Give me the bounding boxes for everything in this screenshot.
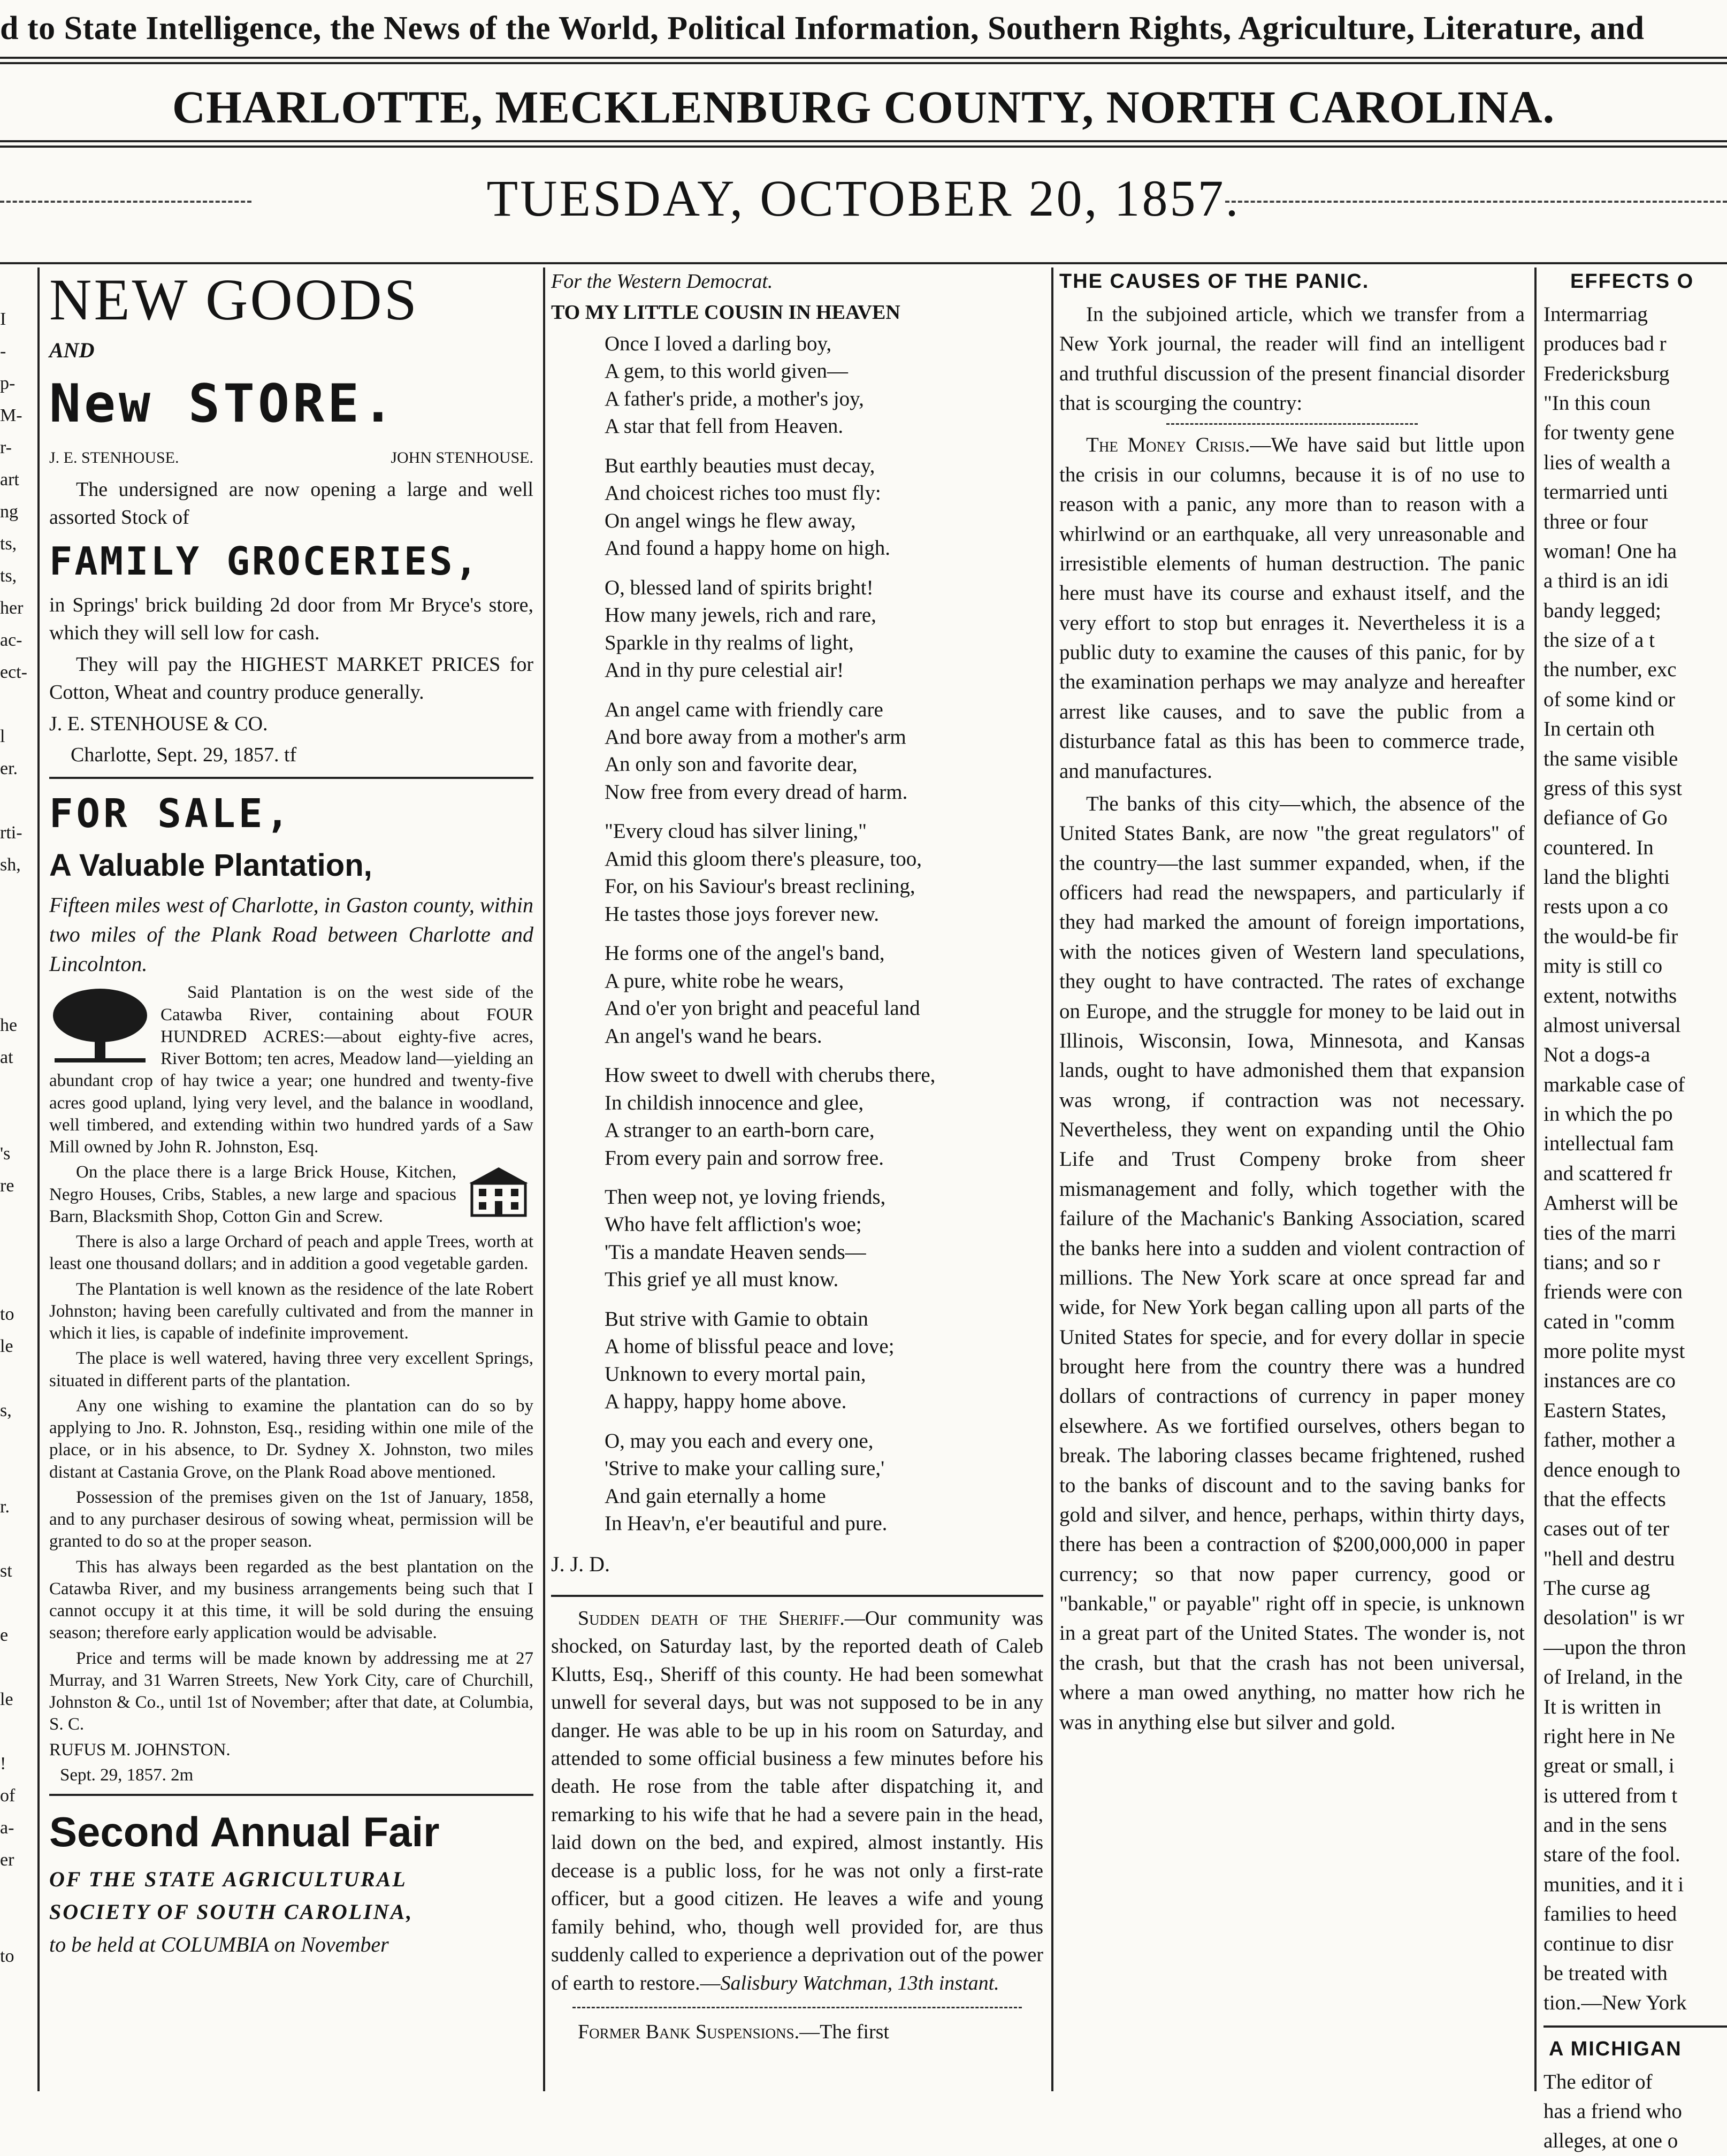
left-fragment: rti-: [0, 823, 22, 843]
poem-line: Sparkle in thy realms of light,: [605, 631, 854, 654]
michigan-headline: A MICHIGAN: [1549, 2037, 1682, 2060]
column-rule-2: [1051, 267, 1053, 2091]
poem-line: Amid this gloom there's pleasure, too,: [605, 847, 922, 870]
truncated-line: has a friend who: [1543, 2100, 1682, 2123]
poem-line: An only son and favorite dear,: [605, 753, 858, 776]
michigan-lines: [1543, 2067, 1727, 2156]
left-fragment: l: [0, 727, 5, 746]
truncated-line: is uttered from t: [1543, 1784, 1678, 1807]
truncated-line: Intermarriag: [1543, 302, 1648, 326]
truncated-line: Amherst will be: [1543, 1191, 1678, 1215]
ad2-for-sale: FOR SALE,: [49, 790, 293, 837]
ad-fair: [49, 1803, 533, 1959]
poem-signoff: J. J. D.: [551, 1551, 610, 1576]
truncated-line: almost universal: [1543, 1013, 1681, 1037]
left-fragment: [0, 1584, 24, 1616]
date-rule-right: [1225, 201, 1727, 203]
left-fragment: [0, 974, 24, 1006]
poem-line: Unknown to every mortal pain,: [605, 1362, 866, 1386]
left-fragment: le: [0, 1336, 13, 1356]
poem-stanza: [605, 817, 1043, 928]
truncated-line: Fredericksburg: [1543, 362, 1670, 385]
truncated-line: friends were con: [1543, 1280, 1683, 1304]
former-lead: Former Bank Suspensions.: [578, 2020, 800, 2043]
truncated-line: land the blighti: [1543, 866, 1670, 889]
poem-byline: For the Western Democrat.: [551, 270, 773, 293]
masthead-rule-3: [0, 140, 1727, 142]
truncated-line: of Ireland, in the: [1543, 1665, 1683, 1689]
left-fragment: r-: [0, 438, 12, 457]
poem-line: A pure, white robe he wears,: [605, 969, 844, 992]
left-fragment: [0, 1648, 24, 1680]
left-fragment: p-: [0, 373, 16, 393]
poem-line: A happy, happy home above.: [605, 1390, 847, 1413]
truncated-line: families to heed: [1543, 1902, 1677, 1926]
truncated-line: bandy legged;: [1543, 599, 1661, 622]
truncated-line: instances are co: [1543, 1369, 1676, 1393]
truncated-line: In certain oth: [1543, 717, 1655, 741]
poem-line: 'Strive to make your calling sure,': [605, 1457, 885, 1480]
truncated-line: the same visible: [1543, 747, 1678, 770]
ad-separator-2: [49, 1794, 533, 1796]
panic-paragraph-1: In the subjoined article, which we transfer from a New York journal, the reader will find an intelligent and truthful discussion of the present financial disorder that is scourging the country:: [1059, 302, 1525, 415]
left-fragment: [0, 877, 24, 909]
truncated-line: right here in Ne: [1543, 1724, 1675, 1748]
poem-line: But strive with Gamie to obtain: [605, 1307, 868, 1331]
ad1-prices: They will pay the HIGHEST MARKET PRICES for Cotton, Wheat and country produce generally.: [49, 653, 533, 704]
truncated-line: more polite myst: [1543, 1340, 1685, 1363]
poem-line: And found a happy home on high.: [605, 537, 891, 560]
poem-line: And o'er yon bright and peaceful land: [605, 997, 920, 1020]
ad1-intro: The undersigned are now opening a large and well assorted Stock of: [49, 478, 533, 529]
effects-lines: [1543, 300, 1727, 2018]
left-fragment: ac-: [0, 630, 22, 650]
column-rule-0: [37, 267, 40, 2091]
truncated-line: woman! One ha: [1543, 539, 1677, 563]
truncated-line: rests upon a co: [1543, 895, 1668, 919]
truncated-line: extent, notwiths: [1543, 984, 1677, 1007]
left-fragment: le: [0, 1689, 13, 1709]
poem-line: And choicest riches too must fly:: [605, 481, 881, 505]
left-fragment: re: [0, 1176, 14, 1196]
sheriff-lead: Sudden death of the Sheriff.: [578, 1607, 845, 1630]
sheriff-source: Salisbury Watchman, 13th instant.: [720, 1971, 999, 1994]
truncated-line: munities, and it i: [1543, 1872, 1684, 1896]
truncated-line: and in the sens: [1543, 1814, 1667, 1837]
poem-stanza: [605, 1183, 1043, 1294]
left-fragment: [0, 781, 24, 813]
effects-separator: [1543, 2025, 1727, 2028]
left-fragment: [0, 1455, 24, 1487]
masthead-rule-4: [0, 146, 1727, 148]
ad2-paragraph-2: On the place there is a large Brick House, Kitchen, Negro Houses, Cribs, Stables, a new large and spacious Barn, Blacksmith Shop, Cotton Gin and Screw.: [49, 1163, 456, 1226]
poem-line: O, may you each and every one,: [605, 1429, 874, 1452]
left-fragment: ng: [0, 502, 18, 522]
poem-line: A gem, to this world given—: [605, 360, 848, 383]
left-fragment: he: [0, 1015, 18, 1035]
truncated-line: great or small, i: [1543, 1754, 1675, 1778]
left-fragment: 's: [0, 1144, 11, 1164]
left-fragment: ts,: [0, 534, 17, 554]
ad1-title: NEW GOODS: [49, 267, 419, 332]
ad3-title: Second Annual Fair: [49, 1808, 440, 1856]
ad2-paragraph-6: Any one wishing to examine the plantation can do so by applying to Jno. R. Johnston, Esq., residing within one mile of the place, or in his absence, to Dr. Sydney X. Johnston, two miles distant at Castania Grove, on the Plank Road above mentioned.: [49, 1396, 533, 1482]
former-article: [551, 2018, 1043, 2046]
left-fragment: [0, 1198, 24, 1230]
column-poem-news: [551, 267, 1043, 2091]
left-fragment: st: [0, 1561, 12, 1581]
truncated-line: of some kind or: [1543, 687, 1675, 711]
truncated-line: Eastern States,: [1543, 1398, 1667, 1422]
panic-paragraph-2: [1059, 430, 1525, 786]
truncated-line: tians; and so r: [1543, 1250, 1660, 1274]
left-fragment: [0, 1230, 24, 1263]
poem-stanza: [605, 939, 1043, 1050]
truncated-line: dence enough to: [1543, 1458, 1680, 1481]
truncated-line: lies of wealth a: [1543, 450, 1671, 474]
left-fragment: e: [0, 1625, 9, 1645]
truncated-line: ties of the marri: [1543, 1221, 1676, 1244]
left-fragment: -: [0, 341, 6, 361]
truncated-line: the would-be fir: [1543, 924, 1678, 948]
ad2-signature: RUFUS M. JOHNSTON.: [49, 1740, 231, 1760]
ad2-paragraph-5: The place is well watered, having three very excellent Springs, situated in different parts of the plantation.: [49, 1349, 533, 1390]
ad1-name-right: JOHN STENHOUSE.: [391, 449, 533, 467]
poem-line: In childish innocence and glee,: [605, 1091, 864, 1114]
truncated-line: —upon the thron: [1543, 1635, 1686, 1659]
left-column-fragments: [0, 300, 27, 2065]
left-fragment: [0, 1359, 24, 1391]
ad1-and: AND: [49, 338, 95, 362]
ad2-dateline: Sept. 29, 1857. 2m: [60, 1765, 194, 1785]
truncated-line: father, mother a: [1543, 1428, 1676, 1452]
column-rule-3: [1534, 267, 1537, 2091]
left-fragment: s,: [0, 1401, 12, 1420]
truncated-line: The editor of: [1543, 2070, 1653, 2093]
left-fragment: r.: [0, 1497, 10, 1517]
poem-line: An angel came with friendly care: [605, 698, 883, 721]
truncated-line: that the effects: [1543, 1487, 1666, 1511]
poem-line: He forms one of the angel's band,: [605, 942, 885, 965]
truncated-line: defiance of Go: [1543, 806, 1668, 830]
left-fragment: [0, 1905, 24, 1937]
truncated-line: The curse ag: [1543, 1577, 1650, 1600]
truncated-line: "In this coun: [1543, 392, 1651, 415]
poem-line: Once I loved a darling boy,: [605, 332, 832, 355]
truncated-line: mity is still co: [1543, 954, 1663, 978]
poem-line: O, blessed land of spirits bright!: [605, 576, 874, 599]
truncated-line: for twenty gene: [1543, 421, 1675, 445]
truncated-line: tion.—New York: [1543, 1991, 1687, 2015]
left-fragment: [0, 1263, 24, 1295]
ad2-paragraph-4: The Plantation is well known as the residence of the late Robert Johnston; having been carefully cultivated and from the manner in which it lies, is capable of indefinite improvement.: [49, 1279, 533, 1343]
poem-line: How sweet to dwell with cherubs there,: [605, 1064, 936, 1087]
ad2-paragraph-1: Said Plantation is on the west side of the Catawba River, containing about FOUR HUNDRED ACRES:—about eighty-five acres, River Bottom; ten acres, Meadow land—yielding an abundant crop of hay twice a year; one hundred and twenty-five acres good upland, lying very level, and the balance in woodland, well timbered, and extending within two hundred yards of a Saw Mill owned by John R. Johnston, Esq.: [49, 983, 533, 1157]
ad2-subtitle: Fifteen miles west of Charlotte, in Gaston county, within two miles of the Plank Road between Charlotte and Lincolnton.: [49, 892, 533, 976]
column-panic-article: [1059, 267, 1525, 2091]
truncated-line: be treated with: [1543, 1961, 1668, 1985]
left-fragment: M-: [0, 406, 22, 425]
truncated-line: a third is an idi: [1543, 569, 1669, 593]
ad-new-goods: [49, 267, 533, 769]
poem-line: How many jewels, rich and rare,: [605, 603, 876, 627]
masthead-rule-2: [0, 62, 1727, 64]
ad1-body: in Springs' brick building 2d door from Mr Bryce's store, which they will sell low for cash.: [49, 594, 533, 645]
poem-line: Then weep not, ye loving friends,: [605, 1186, 886, 1209]
money-crisis-text: —We have said but little upon the crisis in our columns, because it is of no use to reason with a panic, any more than to reason with a whirlwind or an earthquake, all very unreasonable and irresistible elements of human destruction. The panic here must have its course and exhaust itself, and the very effort to stop but enrages it. Nevertheless it is a public duty to examine the causes of this panic, for by the examination perhaps we may analyze and hereafter arrest like causes, and to save the public from a disturbance fatal as this has been to commerce trade, and manufactures.: [1059, 433, 1525, 783]
poem-line: Who have felt affliction's woe;: [605, 1213, 862, 1236]
left-fragment: [0, 685, 24, 717]
poem-line: Now free from every dread of harm.: [605, 780, 908, 804]
truncated-line: alleges, at one o: [1543, 2129, 1678, 2153]
ad2-title: A Valuable Plantation,: [49, 847, 372, 883]
left-fragment: a-: [0, 1818, 14, 1838]
panic-separator: [1166, 423, 1418, 425]
left-fragment: [0, 942, 24, 974]
left-fragment: [0, 1070, 24, 1102]
truncated-line: continue to disr: [1543, 1932, 1673, 1955]
issue-date: TUESDAY, OCTOBER 20, 1857.: [486, 170, 1241, 227]
truncated-line: termarried unti: [1543, 480, 1668, 504]
column-advertisements: [49, 267, 533, 2091]
poem-title: TO MY LITTLE COUSIN IN HEAVEN: [551, 301, 900, 324]
article-separator: [572, 2007, 1022, 2008]
ad1-signature: J. E. STENHOUSE & CO.: [49, 712, 268, 735]
masthead-rule-5: [0, 262, 1727, 264]
truncated-line: produces bad r: [1543, 332, 1667, 356]
truncated-line: cases out of ter: [1543, 1517, 1669, 1541]
effects-headline: EFFECTS O: [1570, 270, 1694, 293]
poem-separator: [551, 1595, 1043, 1597]
poem-line: On angel wings he flew away,: [605, 509, 856, 532]
poem-line: "Every cloud has silver lining,": [605, 820, 867, 843]
panic-paragraph-3: The banks of this city—which, the absence of the United States Bank, are now "the great regulators" of the country—the last summer expanded, when, if the officers had read the newspapers, and particularly if they had marked the amount of foreign importations, with the notices given of Western land speculations, they ought to have contracted. The rates of exchange on Europe, and the struggle for money to be laid out in Illinois, Wisconsin, Iowa, Minnesota, and Kansas lands, ought to have admonished them that expansion was wrong, if contraction was not necessary. Nevertheless, they went on expanding until the Ohio Life and Trust Compeny broke from sheer mismanagement and folly, which together with the failure of the Machanic's Banking Association, scared the banks here into a sudden and violent contraction of millions. The New York scare at once spread far and wide, for New York began calling upon all parts of the United States for specie, and for every dollar in specie brought here from the country there was a hundred dollars of contractions of currency in paper money elsewhere. As we fortified ourselves, others began to break. The laboring classes became frightened, rushed to the banks of discount and to the saving banks for gold and silver, and hence, perhaps, within thirty days, there has been a contraction of $200,000,000 in paper currency; so that now paper currency, good or "bankable," or payable" right off in specie, is unknown in a great part of the United States. The wonder is, not the crash, but that the crash has not been universal, where a man owed anything, no matter how rich he was in anything else but silver and gold.: [1059, 792, 1525, 1734]
ad3-line-2: SOCIETY OF SOUTH CAROLINA,: [49, 1899, 414, 1924]
left-fragment: er: [0, 1850, 14, 1870]
former-text: —The first: [799, 2020, 889, 2043]
ad1-store: New STORE.: [49, 373, 398, 435]
truncated-line: It is written in: [1543, 1695, 1661, 1718]
poem-line: In Heav'n, e'er beautiful and pure.: [605, 1512, 888, 1535]
ad2-paragraph-3: There is also a large Orchard of peach and apple Trees, worth at least one thousand dollars; and in addition a good vegetable garden.: [49, 1232, 533, 1274]
left-fragment: ts,: [0, 566, 17, 586]
truncated-line: three or four: [1543, 510, 1648, 533]
poem-line: A home of blissful peace and love;: [605, 1335, 895, 1358]
left-fragment: !: [0, 1754, 6, 1773]
left-fragment: at: [0, 1048, 13, 1067]
ad-plantation: [49, 786, 533, 1786]
panic-headline: THE CAUSES OF THE PANIC.: [1059, 270, 1370, 293]
poem-stanza: [605, 1061, 1043, 1172]
poem-stanzas: [551, 330, 1043, 1538]
truncated-line: the number, exc: [1543, 658, 1677, 682]
truncated-line: intellectual fam: [1543, 1132, 1674, 1156]
sheriff-text: —Our community was shocked, on Saturday last, by the reported death of Caleb Klutts, Esq., Sheriff of this county. He had been somewhat unwell for several days, but was not supposed to be in any danger. He was able to be up in his room on Saturday, and attended to some official business a few minutes before his death. He rose from the table after dispatching it, and remarking to his wife that he had a severe pain in the head, laid down on the bed, and expired, almost instantly. His decease is a public loss, for he was not only a first-rate officer, but a good citizen. He leaves a wife and young family behind, who, though well provided for, are thus suddenly called to experience a deprivation out of the power of earth to restore.—: [551, 1607, 1044, 1994]
ad2-paragraph-8: This has always been regarded as the best plantation on the Catawba River, and my business arrangements being such that I cannot occupy it at this time, it will be sold during the ensuing season; therefore early application would be advisable.: [49, 1557, 533, 1643]
left-fragment: [0, 909, 24, 942]
truncated-line: gress of this syst: [1543, 776, 1682, 800]
poem-line: 'Tis a mandate Heaven sends—: [605, 1240, 866, 1264]
masthead-place: CHARLOTTE, MECKLENBURG COUNTY, NORTH CAROLINA.: [172, 81, 1555, 133]
poem-stanza: [605, 1305, 1043, 1416]
poem-line: But earthly beauties must decay,: [605, 454, 875, 477]
poem-line: For, on his Saviour's breast reclining,: [605, 875, 915, 898]
poem-line: And in thy pure celestial air!: [605, 659, 844, 682]
truncated-line: countered. In: [1543, 836, 1654, 859]
truncated-line: "hell and destru: [1543, 1547, 1675, 1570]
left-fragment: art: [0, 470, 19, 490]
poem-line: An angel's wand he bears.: [605, 1024, 822, 1048]
poem-line: This grief ye all must know.: [605, 1268, 839, 1291]
left-fragment: [0, 1872, 24, 1905]
money-crisis-lead: The Money Crisis.: [1086, 433, 1250, 457]
poem-stanza: [605, 696, 1043, 806]
left-fragment: ect-: [0, 662, 27, 682]
truncated-line: markable case of: [1543, 1073, 1685, 1096]
left-fragment: [0, 1519, 24, 1551]
poem-line: He tastes those joys forever new.: [605, 902, 879, 926]
ad1-groceries: FAMILY GROCERIES,: [49, 538, 480, 584]
house-woodcut-icon: [464, 1165, 533, 1218]
left-fragment: [0, 1102, 24, 1134]
ad-separator-1: [49, 777, 533, 779]
left-fragment: I: [0, 309, 6, 329]
poem-stanza: [605, 574, 1043, 684]
truncated-line: stare of the fool.: [1543, 1843, 1680, 1867]
left-fragment: of: [0, 1786, 16, 1806]
poem-line: And bore away from a mother's arm: [605, 725, 906, 748]
tree-woodcut-icon: [49, 986, 151, 1066]
ad2-paragraph-7: Possession of the premises given on the 1st of January, 1858, and to any purchaser desirous of sowing wheat, permission will be granted to do so at the proper season.: [49, 1487, 533, 1551]
truncated-line: cated in "comm: [1543, 1310, 1675, 1333]
left-fragment: [0, 1423, 24, 1455]
left-fragment: er.: [0, 759, 18, 778]
masthead-rule-1: [0, 57, 1727, 59]
truncated-line: Not a dogs-a: [1543, 1043, 1650, 1067]
truncated-line: the size of a t: [1543, 629, 1655, 652]
left-fragment: to: [0, 1304, 14, 1324]
ad1-name-left: J. E. STENHOUSE.: [49, 449, 179, 467]
truncated-line: and scattered fr: [1543, 1161, 1672, 1185]
sheriff-article: [551, 1604, 1043, 1997]
ad3-line-1: OF THE STATE AGRICULTURAL: [49, 1867, 407, 1891]
masthead-top-line: d to State Intelligence, the News of the World, Political Information, Southern Rights, Agriculture, Literature, and: [0, 10, 1645, 47]
left-fragment: [0, 1712, 24, 1744]
poem-line: A stranger to an earth-born care,: [605, 1119, 875, 1142]
poem-line: A father's pride, a mother's joy,: [605, 387, 864, 410]
poem-line: A star that fell from Heaven.: [605, 415, 844, 438]
ad2-paragraph-9: Price and terms will be made known by addressing me at 27 Murray, and 31 Warren Streets, New York City, care of Churchill, Johnston & Co., until 1st of November; after that date, at Columbia, S. C.: [49, 1648, 533, 1734]
truncated-line: desolation" is wr: [1543, 1606, 1684, 1630]
ad1-dateline: Charlotte, Sept. 29, 1857. tf: [71, 744, 297, 767]
column-rule-1: [543, 267, 545, 2091]
left-fragment: her: [0, 598, 24, 618]
poem-line: And gain eternally a home: [605, 1484, 826, 1508]
column-effects-truncated: [1543, 267, 1727, 2153]
left-fragment: sh,: [0, 855, 21, 875]
poem-stanza: [605, 452, 1043, 562]
truncated-line: in which the po: [1543, 1103, 1673, 1126]
poem-line: From every pain and sorrow free.: [605, 1146, 884, 1169]
poem-stanza: [605, 330, 1043, 440]
left-fragment: to: [0, 1946, 14, 1966]
poem-stanza: [605, 1427, 1043, 1538]
ad3-line-3: to be held at COLUMBIA on November: [49, 1932, 389, 1957]
